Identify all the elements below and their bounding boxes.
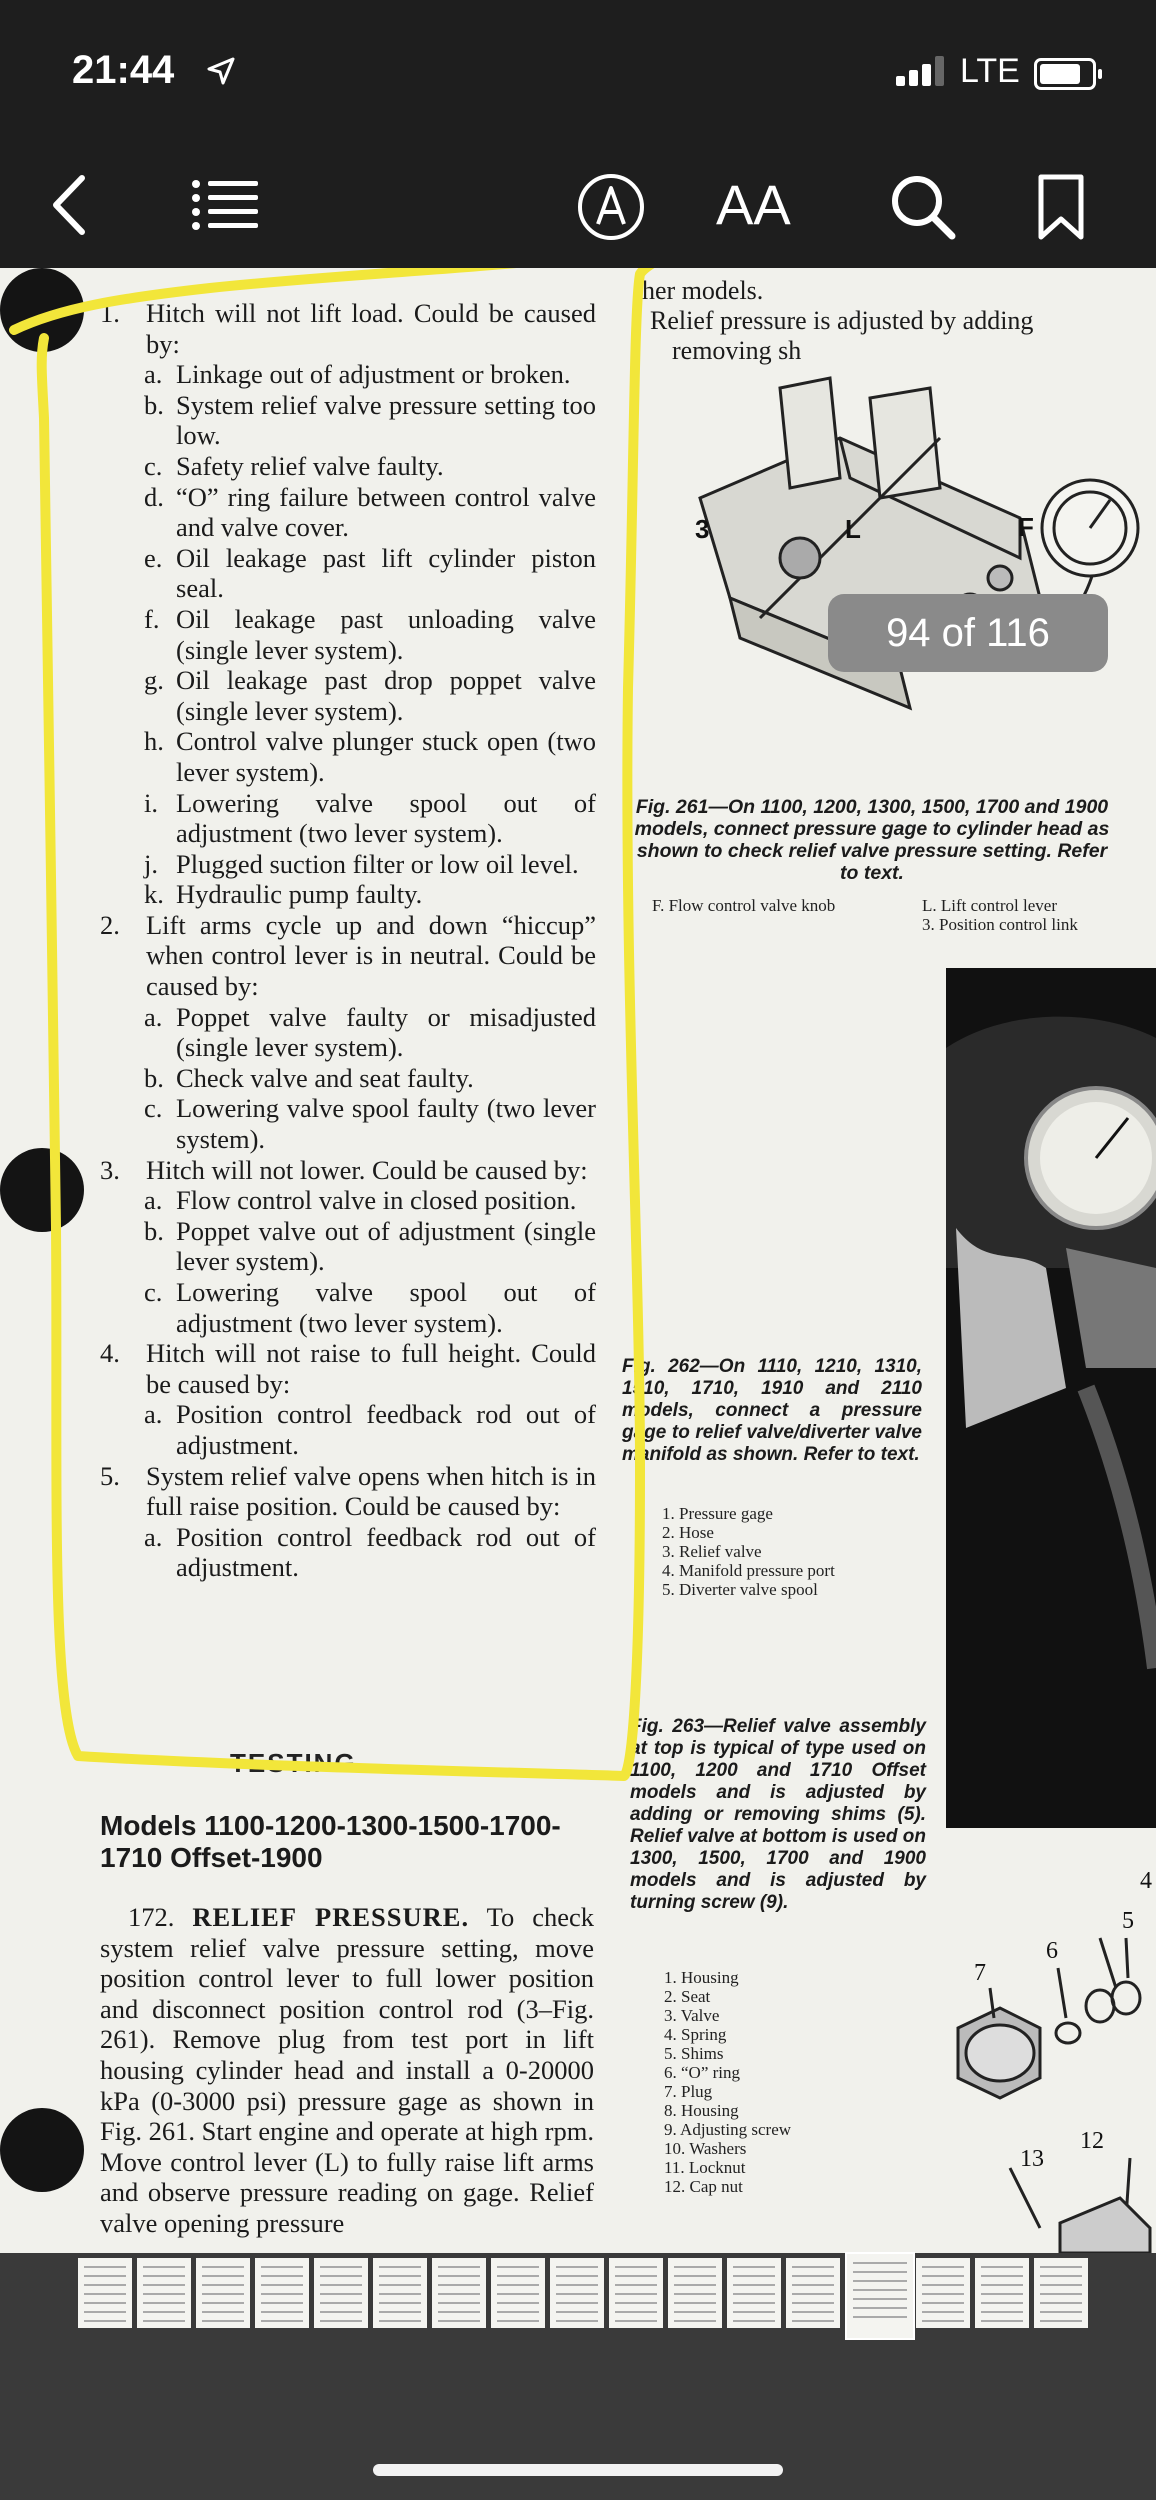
fig-263-label-12: 12 [1080,2128,1104,2154]
location-arrow-icon [206,56,236,86]
search-icon[interactable] [888,172,958,242]
page-thumbnail[interactable] [727,2258,781,2328]
item-number: c. [144,450,163,481]
item-text: “O” ring failure between control valve and valve cover. [176,481,596,543]
legend-entry: 5. Shims [664,2044,724,2063]
item-text: Hitch will not raise to full height. Could be caused by: [146,1338,596,1399]
item-number: 4. [100,1338,120,1369]
page-thumbnail[interactable] [1034,2258,1088,2328]
item-number: j. [144,848,158,879]
item-text: Poppet valve faulty or misadjusted (single lever system). [176,1001,596,1063]
item-text: Oil leakage past unloading valve (single lever system). [176,603,596,665]
item-number: h. [144,726,164,757]
fig-261-label-F: F [1018,512,1034,542]
item-text: Lowering valve spool out of adjustment (two lever system). [176,1277,596,1338]
book-page[interactable] [0,268,1156,2253]
item-number: k. [144,879,164,910]
item-number: a. [144,1185,163,1216]
page-thumbnail[interactable] [916,2258,970,2328]
legend-entry: 7. Plug [664,2082,713,2101]
item-number: g. [144,665,164,696]
item-number: a. [144,1521,163,1552]
text-size-button[interactable]: AA [716,173,791,236]
chevron-left-icon[interactable] [48,172,92,238]
top-line-1: her models. [642,276,764,305]
item-text: Position control feedback rod out of adjustment. [176,1521,596,1583]
item-number: a. [144,1001,163,1032]
page-thumbnail[interactable] [786,2258,840,2328]
item-text: Oil leakage past drop poppet valve (single lever system). [176,665,596,726]
yellow-highlight-annotation [0,268,1156,2253]
item-text: Hitch will not lift load. Could be caused by: [146,298,596,359]
section-heading-testing: TESTING [230,1748,357,1778]
legend-entry: 3. Valve [664,2006,720,2025]
cellular-signal-icon [896,56,952,86]
page-thumbnail[interactable] [609,2258,663,2328]
para-title: RELIEF PRESSURE. [192,1902,470,1932]
legend-entry: 2. Seat [664,1987,711,2006]
item-text: Position control feedback rod out of adjustment. [176,1399,596,1460]
item-text: Plugged suction filter or low oil level. [176,848,579,879]
models-heading: Models 1100-1200-1300-1500-1700-1710 Offset-1900 [100,1810,561,1873]
legend-entry: 8. Housing [664,2101,739,2120]
status-time: 21:44 [72,48,175,92]
page-indicator: 94 of 116 [828,594,1108,672]
fig-263-label-13: 13 [1020,2146,1044,2172]
legend-entry: 5. Diverter valve spool [662,1580,818,1599]
legend-entry: 11. Locknut [664,2158,746,2177]
page-thumbnail[interactable] [314,2258,368,2328]
para-number: 172. [128,1902,175,1932]
item-text: Flow control valve in closed position. [176,1185,577,1216]
item-number: 3. [100,1154,120,1185]
fig-261-label-3: 3 [695,514,710,544]
page-thumbnail[interactable] [432,2258,486,2328]
item-text: Safety relief valve faulty. [176,450,444,481]
item-number: 1. [100,298,120,328]
fig-263-caption: Fig. 263—Relief valve assembly at top is typical of type used on 1100, 1200 and 1710 Offset models and is adjusted by adding or removing shims (5). Relief valve at bottom is used on 1300, 1500, 1700 and 1900 models and is adjusted by turning screw (9). [630,1716,926,1913]
legend-entry: 12. Cap nut [664,2177,743,2196]
fig-261-legend-3: 3. Position control link [922,915,1078,934]
page-thumbnail[interactable] [78,2258,132,2328]
top-line-3: removing sh [672,336,802,365]
item-text: System relief valve opens when hitch is in full raise position. Could be caused by: [146,1460,596,1522]
page-thumbnail[interactable] [137,2258,191,2328]
item-number: b. [144,1062,164,1093]
legend-entry: 4. Spring [664,2025,727,2044]
item-text: Linkage out of adjustment or broken. [176,359,571,390]
page-thumbnail[interactable] [491,2258,545,2328]
item-number: f. [144,603,160,634]
item-text: Poppet valve out of adjustment (single lever system). [176,1215,596,1277]
bookmark-icon[interactable] [1036,172,1086,242]
fig-262-caption: Fig. 262—On 1110, 1210, 1310, 1510, 1710, 1910 and 2110 models, connect a pressure gage to relief valve/diverter valve manifold as shown. Refer to text. [622,1356,922,1465]
item-number: 5. [100,1460,120,1491]
item-number: b. [144,389,164,420]
legend-entry: 2. Hose [662,1523,714,1542]
fig-261-caption: Fig. 261—On 1100, 1200, 1300, 1500, 1700 and 1900 models, connect pressure gage to cylinder head as shown to check relief valve pressure setting. Refer to text. [634,796,1110,884]
item-number: c. [144,1277,163,1307]
legend-entry: 9. Adjusting screw [664,2120,792,2139]
page-thumbnail[interactable] [975,2258,1029,2328]
para-text: To check system relief valve pressure setting, move position control lever to full lower position and disconnect position control rod (3–Fig. 261). Remove plug from test port in lift housing cylinder head and install a 0-20000 kPa (0-3000 psi) pressure gage as shown in Fig. 261. Start engine and operate at high rpm. Move control lever (L) to fully raise lift arms and observe pressure reading on gage. Relief valve opening pressure [100,1902,595,2238]
page-thumbnail[interactable] [550,2258,604,2328]
fig-261-label-L: L [845,514,861,544]
item-text: Lift arms cycle up and down “hiccup” when control lever is in neutral. Could be caused by: [146,909,596,1002]
pen-circle-icon[interactable] [576,172,646,242]
fig-263-label-7: 7 [974,1960,986,1986]
legend-entry: 6. “O” ring [664,2063,741,2082]
battery-icon [1034,58,1096,90]
top-line-2: Relief pressure is adjusted by adding [650,306,1034,335]
page-thumbnail[interactable] [668,2258,722,2328]
reader-toolbar [0,150,1156,268]
item-text: Check valve and seat faulty. [176,1062,474,1093]
item-text: Hitch will not lower. Could be caused by: [146,1154,588,1185]
item-number: b. [144,1215,164,1246]
page-thumbnail[interactable] [196,2258,250,2328]
home-indicator[interactable] [373,2464,783,2476]
item-number: a. [144,359,163,390]
page-thumbnail-current[interactable] [845,2252,915,2340]
page-thumbnail[interactable] [255,2258,309,2328]
fig-261-legend-l: L. Lift control lever [922,896,1058,915]
item-number: e. [144,542,163,573]
legend-entry: 1. Housing [664,1968,739,1987]
item-number: d. [144,481,164,512]
item-number: a. [144,1399,163,1430]
item-text: Oil leakage past lift cylinder piston seal. [176,542,596,604]
fig-261-legend-f: F. Flow control valve knob [652,896,836,915]
list-icon[interactable] [190,176,260,236]
item-text: System relief valve pressure setting too low. [176,389,596,451]
fig-263-label-6: 6 [1046,1938,1058,1964]
legend-entry: 1. Pressure gage [662,1504,773,1523]
legend-entry: 10. Washers [664,2139,747,2158]
legend-entry: 3. Relief valve [662,1542,762,1561]
item-text: Hydraulic pump faulty. [176,879,423,910]
network-type: LTE [960,52,1020,90]
fig-263-label-5: 5 [1122,1908,1134,1934]
page-thumbnail[interactable] [373,2258,427,2328]
legend-entry: 4. Manifold pressure port [662,1561,835,1580]
item-number: 2. [100,909,120,940]
fig-263-label-4: 4 [1140,1868,1152,1894]
item-number: i. [144,787,158,818]
status-bar [0,0,1156,150]
item-text: Lowering valve spool out of adjustment (two lever system). [176,787,596,849]
item-number: c. [144,1093,163,1124]
item-text: Lowering valve spool faulty (two lever system). [176,1093,596,1155]
item-text: Control valve plunger stuck open (two lever system). [176,726,596,787]
